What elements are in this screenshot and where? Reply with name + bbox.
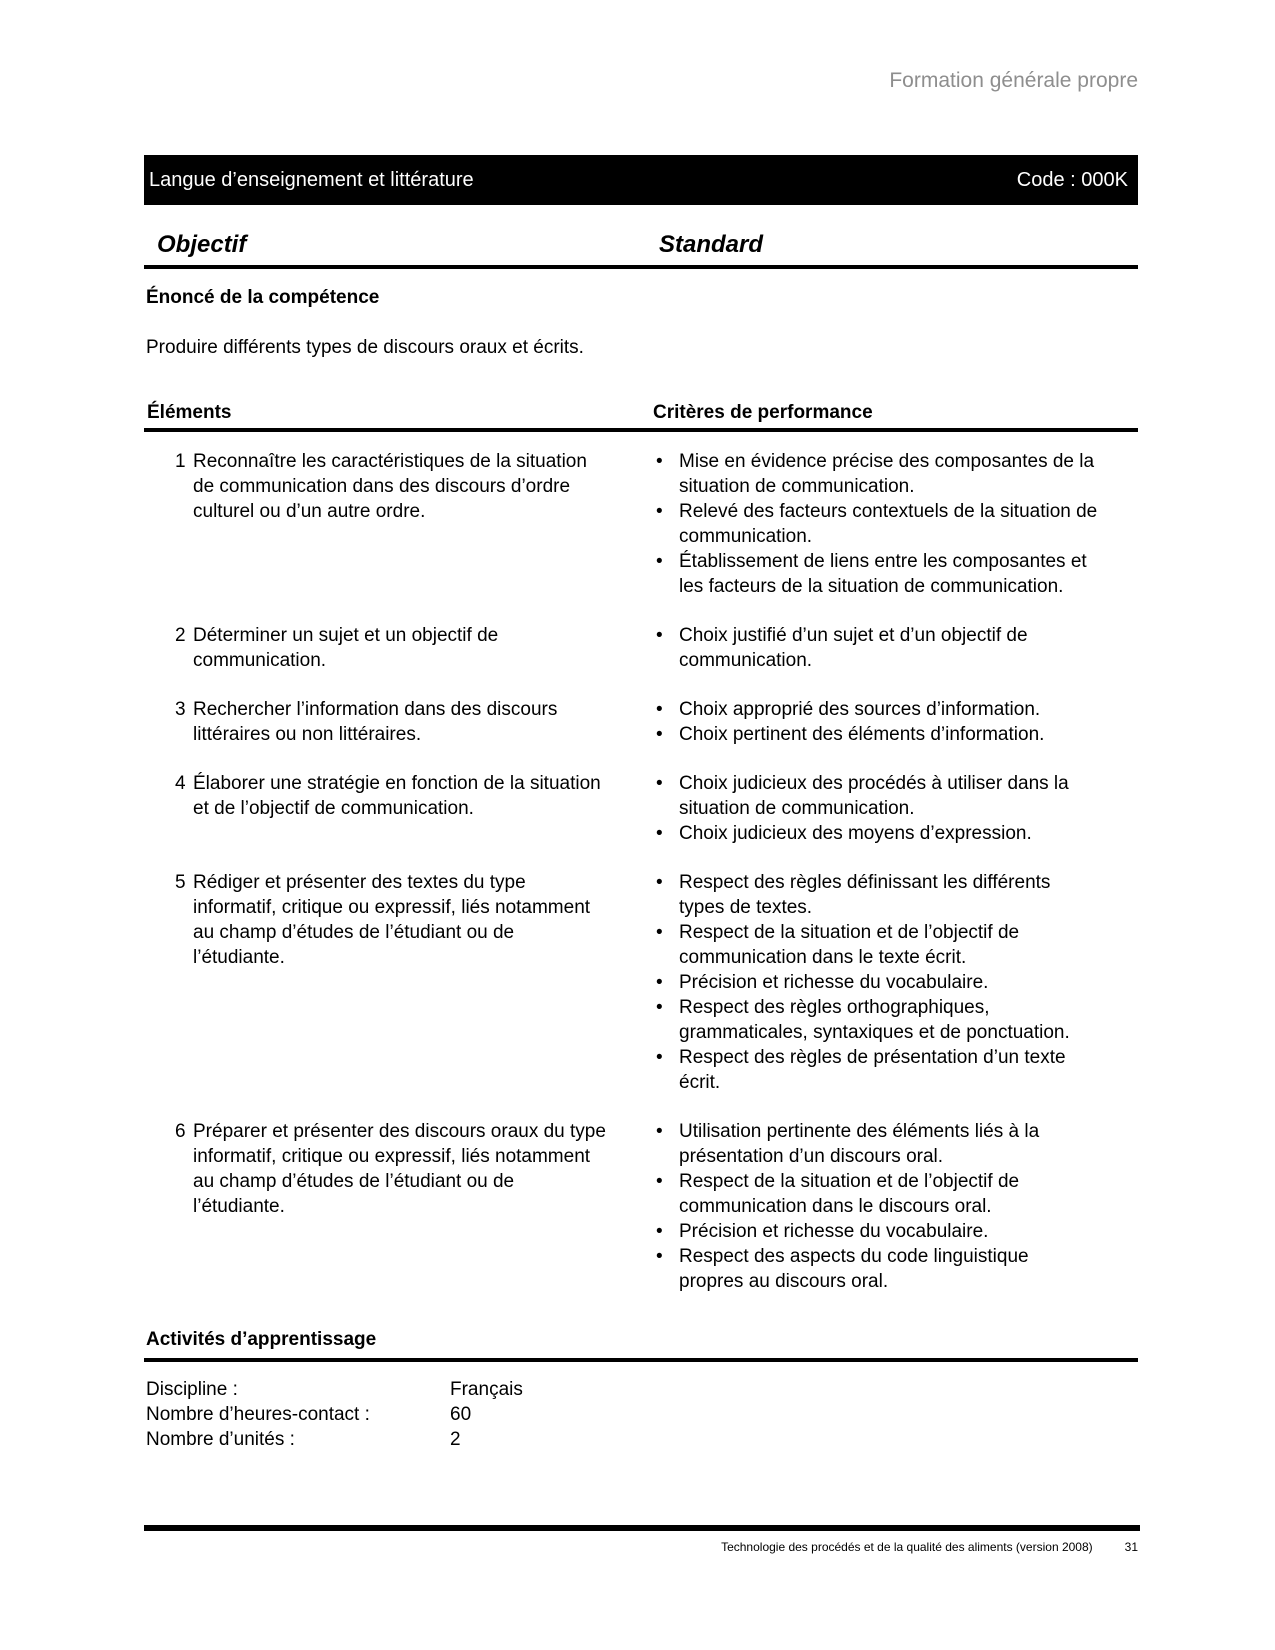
criterion-text: Choix justifié d’un sujet et d’un objectif de communication. [679,625,1028,671]
criteria-item [652,697,1098,722]
bullet-icon: • [656,872,663,893]
course-title: Langue d’enseignement et littérature [149,168,474,191]
criteria-item [652,1169,1098,1219]
objectif-standard-header [144,230,1138,260]
element-row [144,623,1138,673]
criterion-text: Établissement de liens entre les composantes et les facteurs de la situation de communication. [679,551,1087,597]
criterion-text: Précision et richesse du vocabulaire. [679,1221,989,1242]
criterion-text: Respect des règles définissant les différents types de textes. [679,872,1051,918]
program-category-label: Formation générale propre [889,69,1138,92]
element-number: 6 [175,1121,186,1142]
activities-rule [144,1358,1138,1362]
bullet-icon: • [656,997,663,1018]
criteria-cell [652,449,1138,599]
elements-criteria-header [144,400,1138,425]
competence-heading: Énoncé de la compétence [146,287,380,308]
bullet-icon: • [656,972,663,993]
criterion-text: Mise en évidence précise des composantes de la situation de communication. [679,451,1095,497]
element-number: 2 [175,625,186,646]
criteria-item [652,449,1098,499]
criteria-list [652,771,1138,846]
bullet-icon: • [656,625,663,646]
criteria-item [652,1119,1098,1169]
course-title-bar [144,155,1138,205]
bullet-icon: • [656,451,663,472]
criteria-item [652,970,1098,995]
element-text: Rédiger et présenter des textes du type informatif, critique ou expressif, liés notamment au champ d’études de l’étudiant ou de l’étudiante. [193,872,591,968]
element-number: 3 [175,699,186,720]
element-row [144,449,1138,599]
field-value: 2 [450,1429,461,1450]
footer-rule [144,1525,1140,1531]
course-code: Code : 000K [1016,168,1128,191]
bullet-icon: • [656,1047,663,1068]
field-label: Nombre d’heures-contact : [146,1404,370,1425]
field-label: Discipline : [146,1379,238,1400]
element-row [144,870,1138,1095]
table-rule [144,428,1138,432]
criterion-text: Respect de la situation et de l’objectif de communication dans le discours oral. [679,1171,1020,1217]
element-text: Préparer et présenter des discours oraux du type informatif, critique ou expressif, liés notamment au champ d’études de l’étudiant ou de l’étudiante. [193,1121,606,1217]
criteria-item [652,499,1098,549]
criteria-item [652,870,1098,920]
criteria-list [652,697,1138,747]
element-row [144,697,1138,747]
bullet-icon: • [656,1121,663,1142]
criteria-item [652,1244,1098,1294]
criteria-list [652,623,1138,673]
criterion-text: Respect des règles orthographiques, grammaticales, syntaxiques et de ponctuation. [679,997,1070,1043]
elements-rows [144,449,1138,1318]
element-cell [144,771,652,846]
bullet-icon: • [656,1171,663,1192]
header-rule [144,265,1138,269]
criteria-item [652,623,1098,673]
element-number: 5 [175,872,186,893]
criteria-list [652,1119,1138,1294]
criterion-text: Utilisation pertinente des éléments liés à la présentation d’un discours oral. [679,1121,1040,1167]
element-cell [144,449,652,599]
criteria-cell [652,623,1138,673]
bullet-icon: • [656,922,663,943]
criteria-cell [652,697,1138,747]
criteria-item [652,722,1098,747]
criteria-list [652,449,1138,599]
criteria-header: Critères de performance [653,402,873,423]
element-row [144,771,1138,846]
criterion-text: Choix judicieux des procédés à utiliser dans la situation de communication. [679,773,1069,819]
field-value: 60 [450,1404,472,1425]
element-cell [144,1119,652,1294]
criterion-text: Choix approprié des sources d’information. [679,699,1041,720]
criteria-list [652,870,1138,1095]
activities-heading: Activités d’apprentissage [146,1329,377,1350]
elements-header: Éléments [147,402,232,423]
element-text: Reconnaître les caractéristiques de la situation de communication dans des discours d’ordre culturel ou d’un autre ordre. [193,451,587,522]
bullet-icon: • [656,1221,663,1242]
element-text: Rechercher l’information dans des discours littéraires ou non littéraires. [193,699,558,745]
criteria-item [652,1045,1098,1095]
element-number: 4 [175,773,186,794]
footer-document-title: Technologie des procédés et de la qualité des aliments (version 2008) [721,1540,1093,1554]
criterion-text: Respect de la situation et de l’objectif de communication dans le texte écrit. [679,922,1020,968]
criteria-cell [652,870,1138,1095]
criteria-item [652,821,1098,846]
element-text: Élaborer une stratégie en fonction de la situation et de l’objectif de communication. [193,773,601,819]
bullet-icon: • [656,773,663,794]
criterion-text: Choix pertinent des éléments d’information. [679,724,1045,745]
bullet-icon: • [656,724,663,745]
criteria-item [652,920,1098,970]
criteria-item [652,771,1098,821]
criterion-text: Précision et richesse du vocabulaire. [679,972,989,993]
field-label: Nombre d’unités : [146,1429,295,1450]
element-number: 1 [175,451,186,472]
activities-fields [146,1377,523,1452]
bullet-icon: • [656,699,663,720]
criterion-text: Respect des aspects du code linguistique propres au discours oral. [679,1246,1029,1292]
element-text: Déterminer un sujet et un objectif de communication. [193,625,499,671]
element-cell [144,623,652,673]
bullet-icon: • [656,501,663,522]
field-value: Français [450,1379,523,1400]
standard-header: Standard [659,231,764,258]
bullet-icon: • [656,823,663,844]
page-footer [144,1540,1138,1555]
criteria-cell [652,771,1138,846]
criterion-text: Respect des règles de présentation d’un texte écrit. [679,1047,1066,1093]
criteria-cell [652,1119,1138,1294]
criterion-text: Relevé des facteurs contextuels de la situation de communication. [679,501,1098,547]
element-row [144,1119,1138,1294]
criteria-item [652,549,1098,599]
footer-page-number: 31 [1124,1540,1138,1554]
bullet-icon: • [656,1246,663,1267]
element-cell [144,697,652,747]
criterion-text: Choix judicieux des moyens d’expression. [679,823,1032,844]
criteria-item [652,1219,1098,1244]
objectif-header: Objectif [157,231,247,258]
bullet-icon: • [656,551,663,572]
criteria-item [652,995,1098,1045]
element-cell [144,870,652,1095]
competence-statement: Produire différents types de discours oraux et écrits. [146,337,584,358]
